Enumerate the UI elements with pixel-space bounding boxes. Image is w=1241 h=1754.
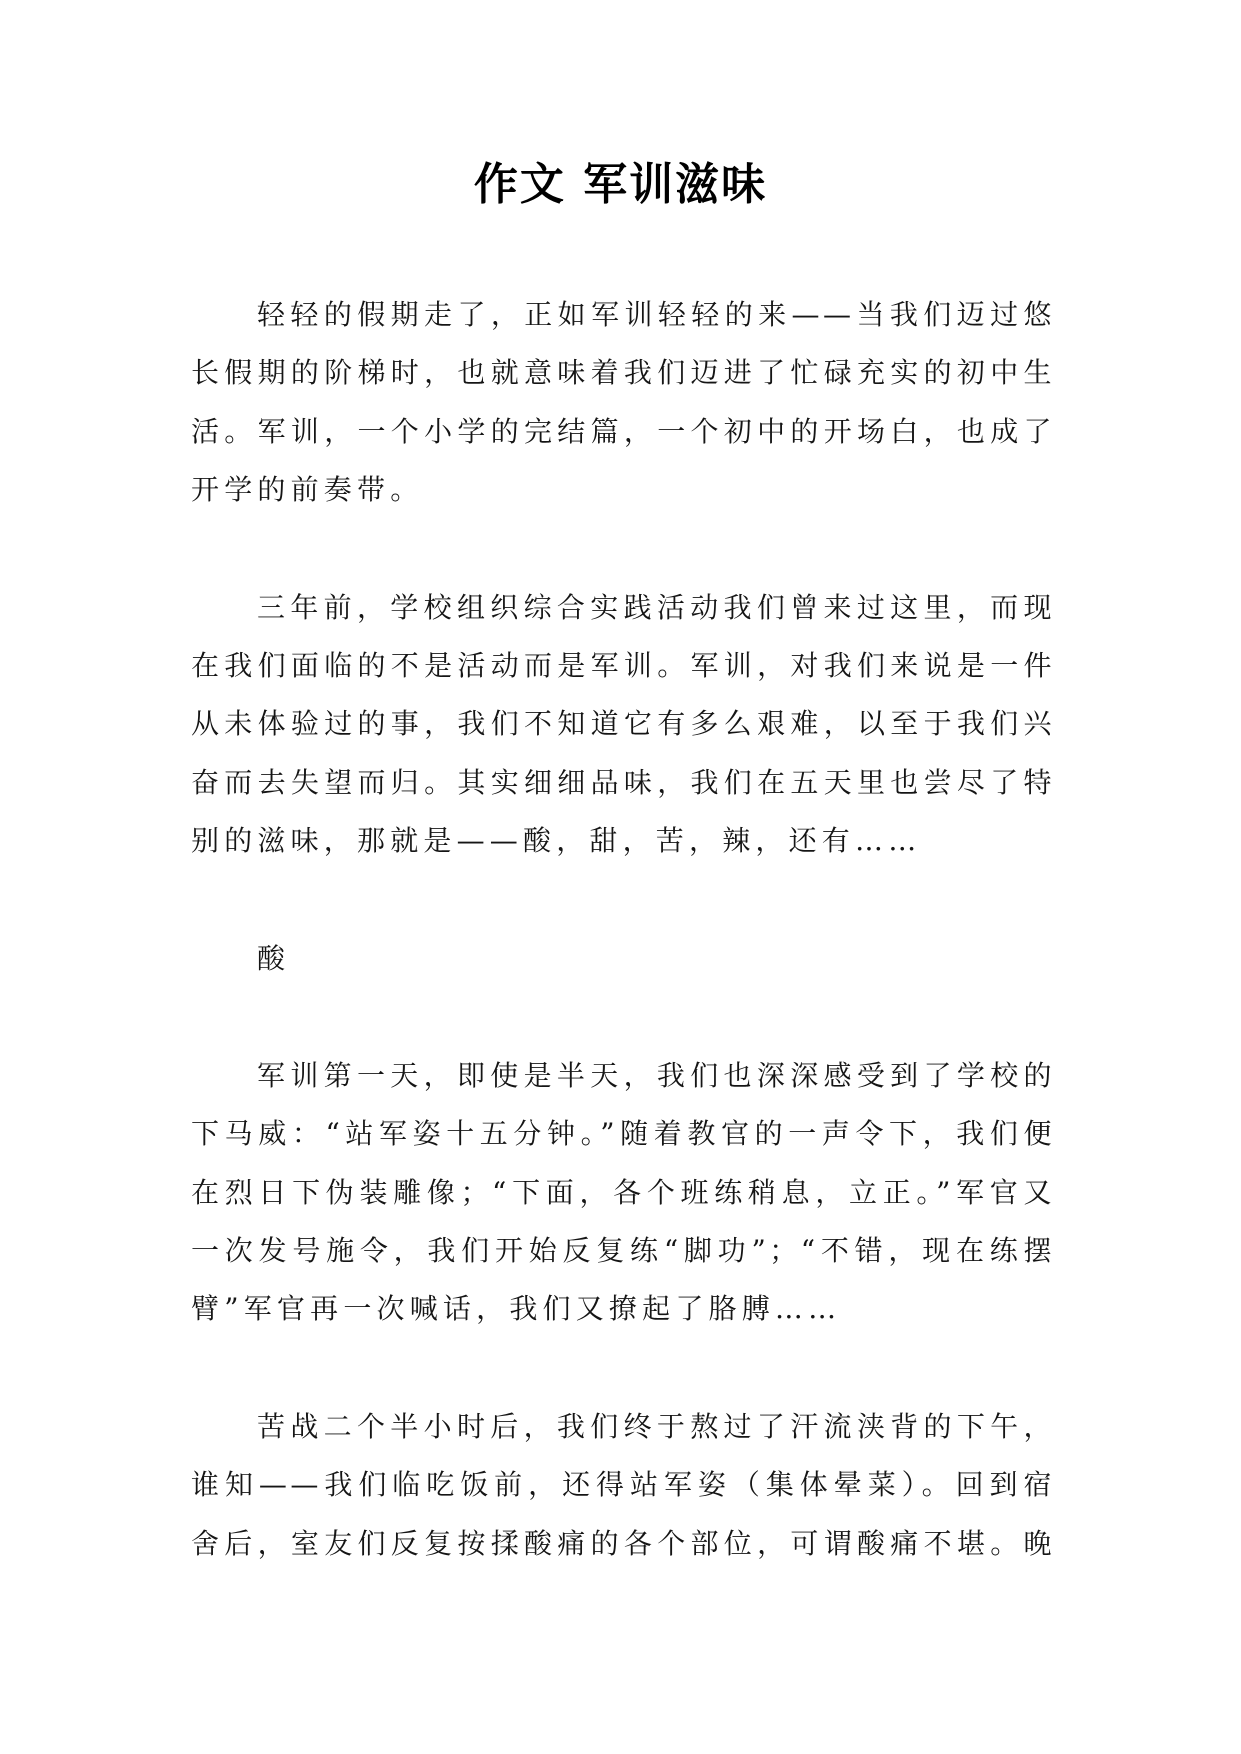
text-line: 在我们面临的不是活动而是军训。军训，对我们来说是一件 bbox=[191, 648, 1055, 682]
text-line: 长假期的阶梯时，也就意味着我们迈进了忙碌充实的初中生 bbox=[191, 356, 1055, 390]
text-line: 一次发号施令，我们开始反复练“脚功”；“不错，现在练摆 bbox=[191, 1234, 1055, 1268]
paragraph-intro bbox=[191, 286, 1055, 520]
text-line: 下马威：“站军姿十五分钟。”随着教官的一声令下，我们便 bbox=[191, 1117, 1055, 1151]
text-line: 三年前，学校组织综合实践活动我们曾来过这里，而现 bbox=[257, 590, 1055, 624]
section-heading-text: 酸 bbox=[257, 941, 291, 975]
document-body bbox=[191, 286, 1055, 1632]
text-line: 臂”军官再一次喊话，我们又撩起了胳膊…… bbox=[191, 1292, 842, 1326]
paragraph-first-day bbox=[191, 1047, 1055, 1339]
text-line: 在烈日下伪装雕像；“下面，各个班练稍息，立正。”军官又 bbox=[191, 1175, 1055, 1209]
text-line: 谁知——我们临吃饭前，还得站军姿（集体晕菜）。回到宿 bbox=[191, 1468, 1055, 1502]
text-line: 活。军训，一个小学的完结篇，一个初中的开场白，也成了 bbox=[191, 414, 1055, 448]
text-line: 从未体验过的事，我们不知道它有多么艰难，以至于我们兴 bbox=[191, 707, 1055, 741]
text-line: 别的滋味，那就是——酸，甜，苦，辣，还有…… bbox=[191, 824, 922, 858]
text-line: 轻轻的假期走了，正如军训轻轻的来——当我们迈过悠 bbox=[257, 298, 1055, 331]
section-heading bbox=[191, 930, 1055, 988]
text-line: 苦战二个半小时后，我们终于熬过了汗流浃背的下午， bbox=[257, 1409, 1055, 1443]
paragraph-background bbox=[191, 579, 1055, 871]
document-title: 作文 军训滋味 bbox=[473, 159, 768, 210]
text-line: 奋而去失望而归。其实细细品味，我们在五天里也尝尽了特 bbox=[191, 765, 1055, 799]
paragraph-afternoon bbox=[191, 1398, 1055, 1573]
text-line: 军训第一天，即使是半天，我们也深深感受到了学校的 bbox=[257, 1058, 1055, 1092]
text-line: 舍后，室友们反复按揉酸痛的各个部位，可谓酸痛不堪。晚 bbox=[191, 1526, 1055, 1560]
text-line: 开学的前奏带。 bbox=[191, 473, 424, 507]
